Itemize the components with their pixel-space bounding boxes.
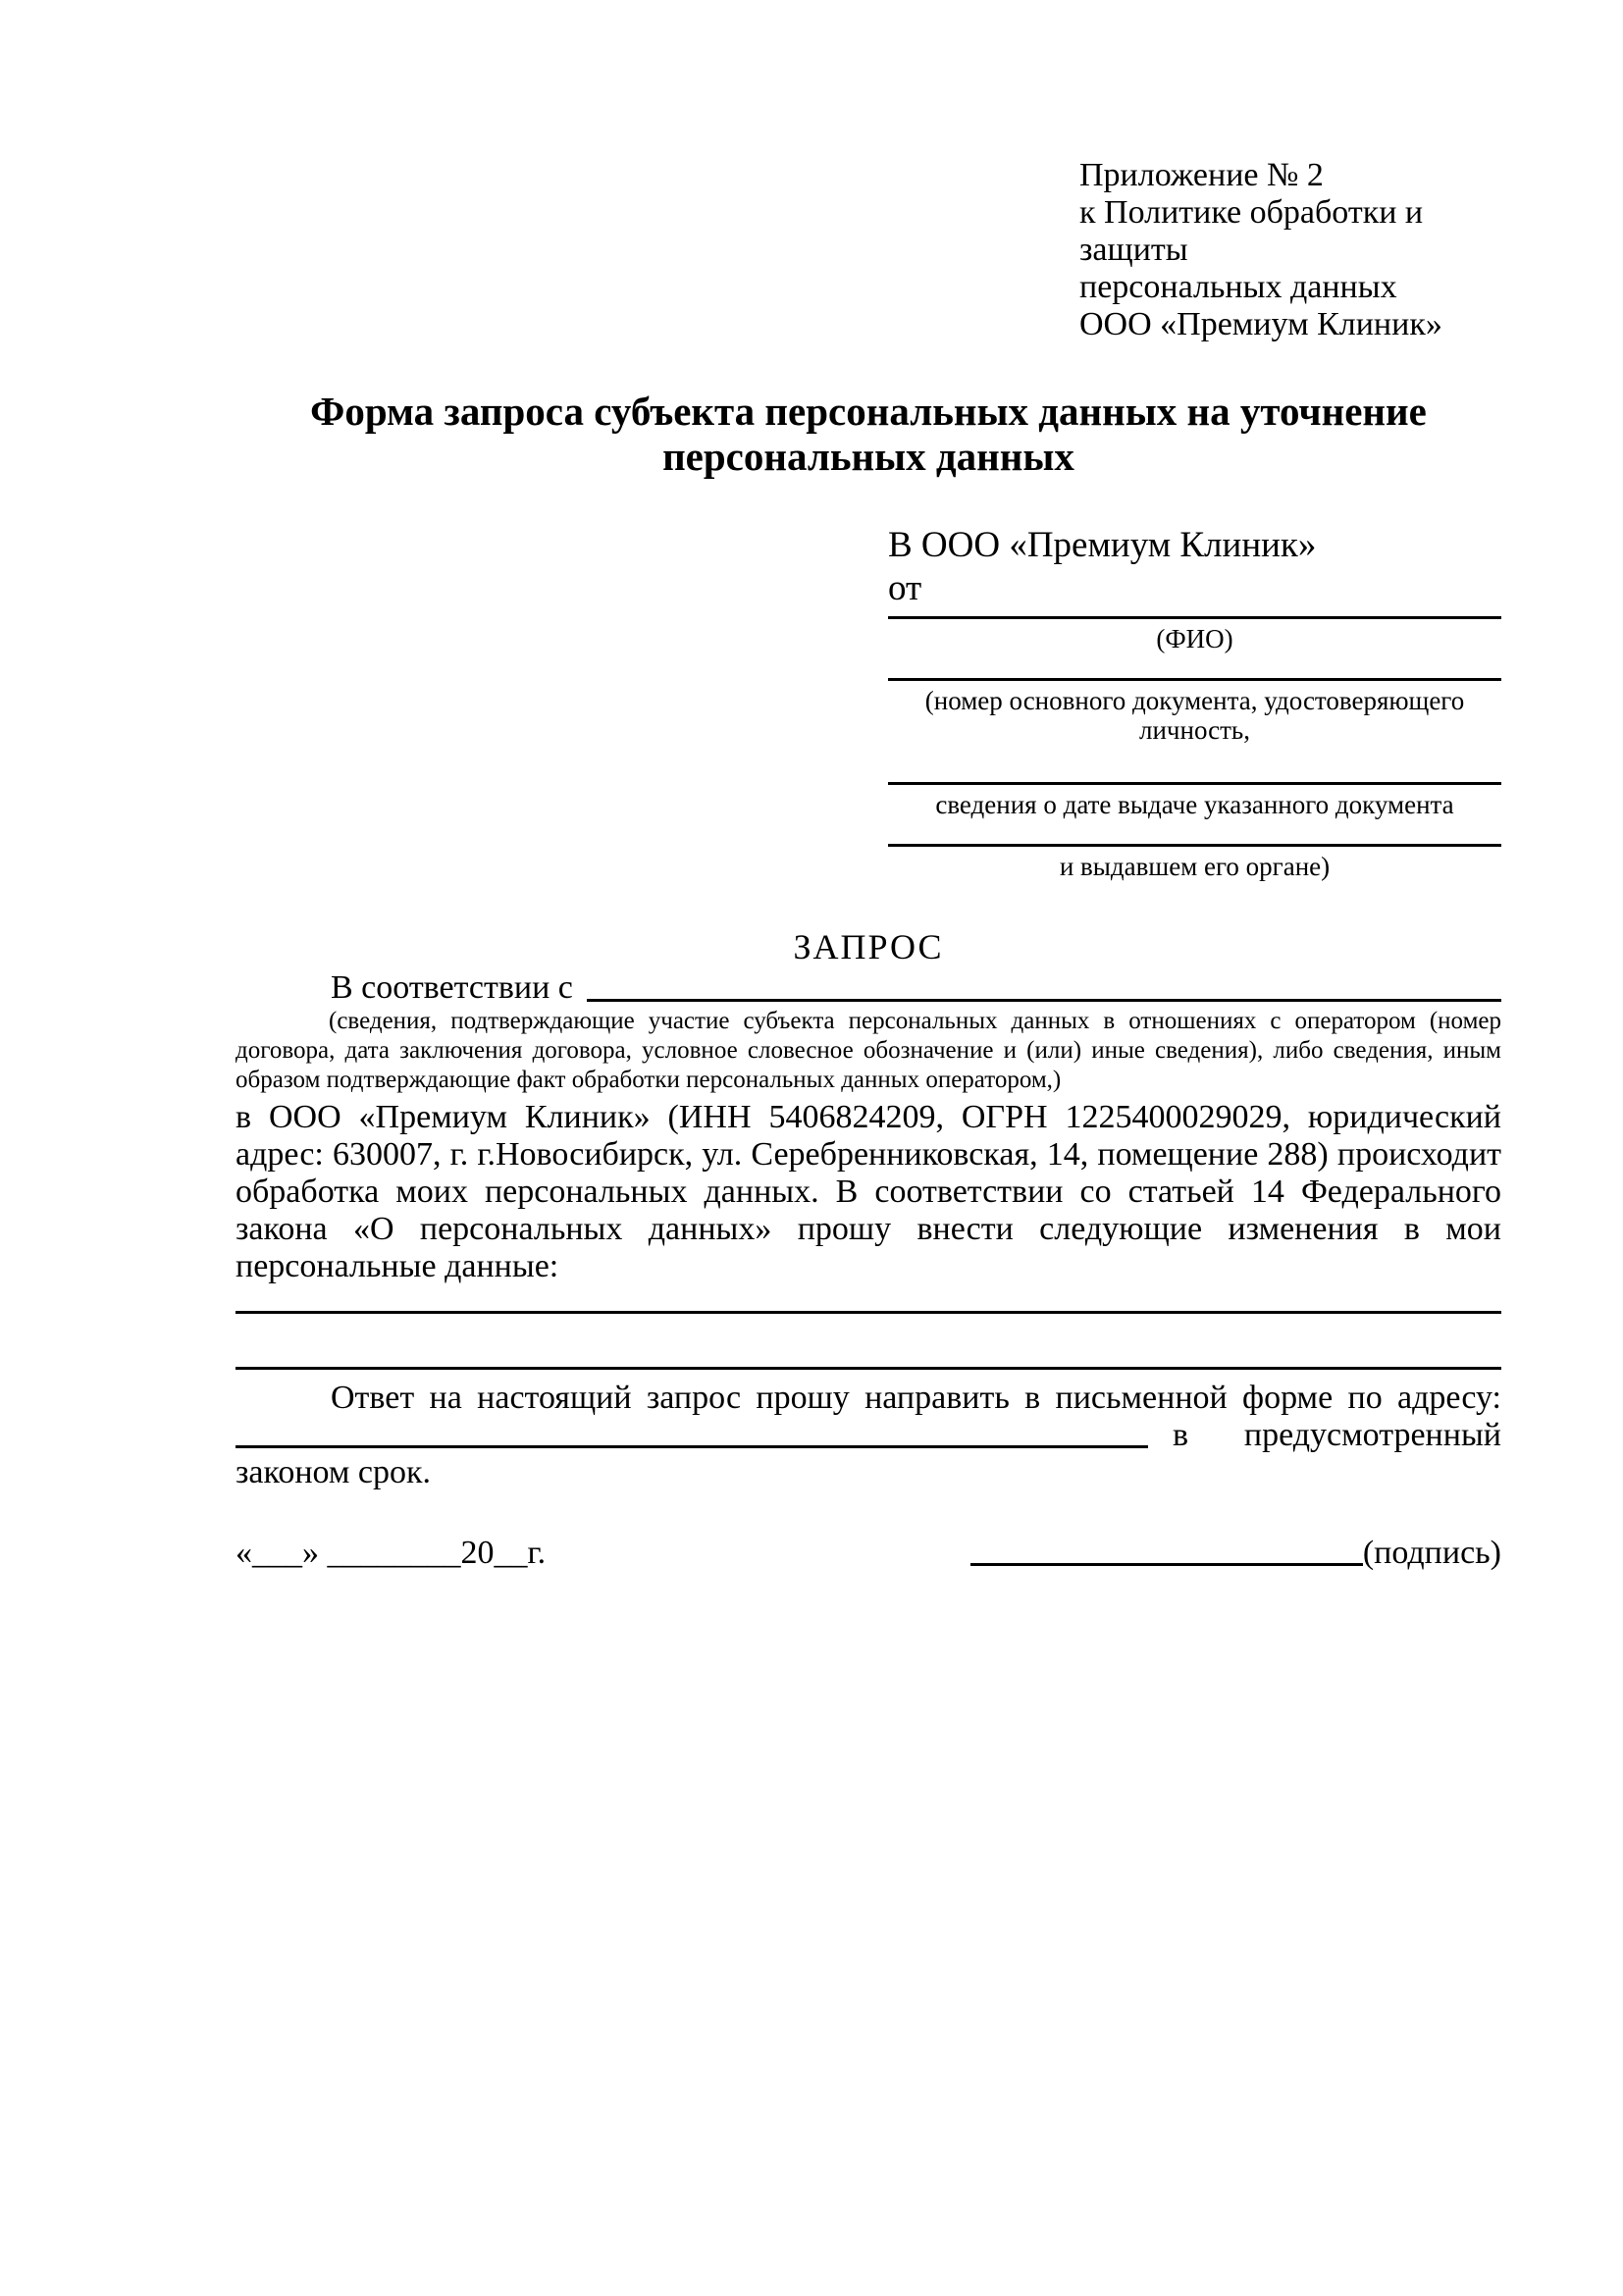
appendix-line: персональных данных [1079, 269, 1397, 305]
form-title-line-2: персональных данных [662, 434, 1074, 479]
issue-date-caption: сведения о дате выдаче указанного документа [935, 790, 1454, 819]
issuing-authority-caption: и выдавшем его органе) [1059, 852, 1331, 881]
answer-line-2 [236, 1417, 1501, 1454]
form-title [236, 389, 1501, 479]
basis-note: (сведения, подтверждающие участие субъекта персональных данных в отношениях с оператором (номер договора, дата заключения договора, условное словесное обозначение и (или) иные сведения), либо сведения, иным образом подтверждающие факт обработки персональных данных оператором,) [236, 1008, 1501, 1093]
fio-caption: (ФИО) [1156, 624, 1233, 653]
changes-field-line-2[interactable] [236, 1367, 1501, 1370]
fio-field [888, 616, 1501, 653]
signature-row [236, 1535, 1501, 1572]
basis-prefix: В соответствии с [331, 969, 573, 1006]
answer-line-3: законом срок. [236, 1454, 431, 1490]
appendix-header [1079, 157, 1501, 343]
basis-field-line[interactable] [587, 999, 1501, 1002]
body-paragraph: в ООО «Премиум Клиник» (ИНН 5406824209, ОГРН 1225400029029, юридический адрес: 630007, г. г.Новосибирск, ул. Серебренниковская, 14, помещение 288) происходит обработка моих персональных данных. В соответствии со статьей 14 Федерального закона «О персональных данных» прошу внести следующие изменения в мои персональные данные: [236, 1099, 1501, 1284]
addressee-from: от [888, 568, 922, 608]
answer-line-1: Ответ на настоящий запрос прошу направить в письменной форме по адресу: [331, 1380, 1501, 1416]
date-field[interactable]: «___» ________20__г. [236, 1535, 547, 1571]
addressee-to: В ООО «Премиум Клиник» [888, 525, 1317, 565]
document-number-field [888, 678, 1501, 745]
document-number-caption: (номер основного документа, удостоверяющего личность, [924, 686, 1465, 745]
addressee-block [888, 524, 1501, 881]
signature-field-line[interactable] [970, 1563, 1363, 1566]
appendix-line: к Политике обработки и защиты [1079, 194, 1424, 268]
signature-group [970, 1535, 1501, 1572]
form-title-line-1: Форма запроса субъекта персональных данных на уточнение [310, 389, 1427, 434]
address-field-line[interactable] [236, 1445, 1148, 1448]
issue-date-field [888, 782, 1501, 819]
answer-paragraph [236, 1380, 1501, 1491]
appendix-line: ООО «Премиум Клиник» [1079, 306, 1442, 342]
changes-field-line-1[interactable] [236, 1311, 1501, 1314]
appendix-line: Приложение № 2 [1079, 157, 1324, 193]
issuing-authority-field [888, 844, 1501, 881]
answer-line-2-suffix: в предусмотренный [1173, 1417, 1501, 1453]
signature-caption: (подпись) [1362, 1535, 1501, 1571]
request-heading: ЗАПРОС [793, 927, 944, 966]
basis-row [236, 969, 1501, 1007]
